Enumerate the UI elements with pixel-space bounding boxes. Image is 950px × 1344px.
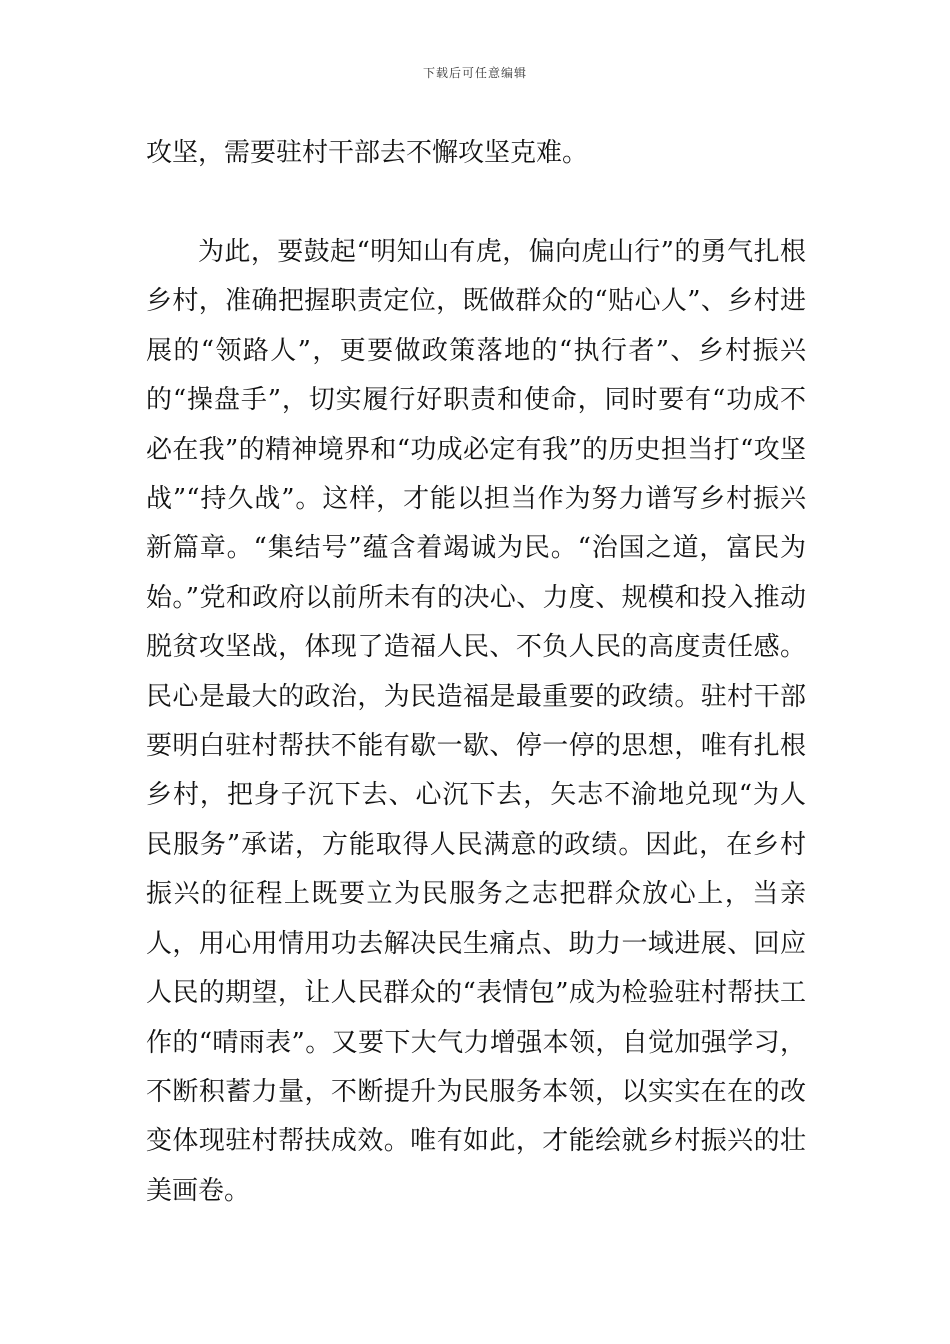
- page-header-note: 下载后可任意编辑: [422, 66, 527, 80]
- paragraph-main: 为此，要鼓起“明知山有虎，偏向虎山行”的勇气扎根乡村，准确把握职责定位，既做群众的“贴心人”、乡村进展的“领路人”，更要做政策落地的“执行者”、乡村振兴的“操盘手”，切实履行好职责和使命，同时要有“功成不必在我”的精神境界和“功成必定有我”的历史担当打“攻坚战”“持久战”。这样，才能以担当作为努力谱写乡村振兴新篇章。“集结号”蕴含着竭诚为民。“治国之道，富民为始。”党和政府以前所未有的决心、力度、规模和投入推动脱贫攻坚战，体现了造福人民、不负人民的高度责任感。民心是最大的政治，为民造福是最重要的政绩。驻村干部要明白驻村帮扶不能有歇一歇、停一停的思想，唯有扎根乡村，把身子沉下去、心沉下去，矢志不渝地兑现“为人民服务”承诺，方能取得人民满意的政绩。因此，在乡村振兴的征程上既要立为民服务之志把群众放心上，当亲人，用心用情用功去解决民生痛点、助力一域进展、回应人民的期望，让人民群众的“表情包”成为检验驻村帮扶工作的“晴雨表”。又要下大气力增强本领，自觉加强学习，不断积蓄力量，不断提升为民服务本领，以实实在在的改变体现驻村帮扶成效。唯有如此，才能绘就乡村振兴的壮美画卷。: [146, 237, 806, 1206]
- paragraph-continuation: 攻坚，需要驻村干部去不懈攻坚克难。: [146, 138, 589, 168]
